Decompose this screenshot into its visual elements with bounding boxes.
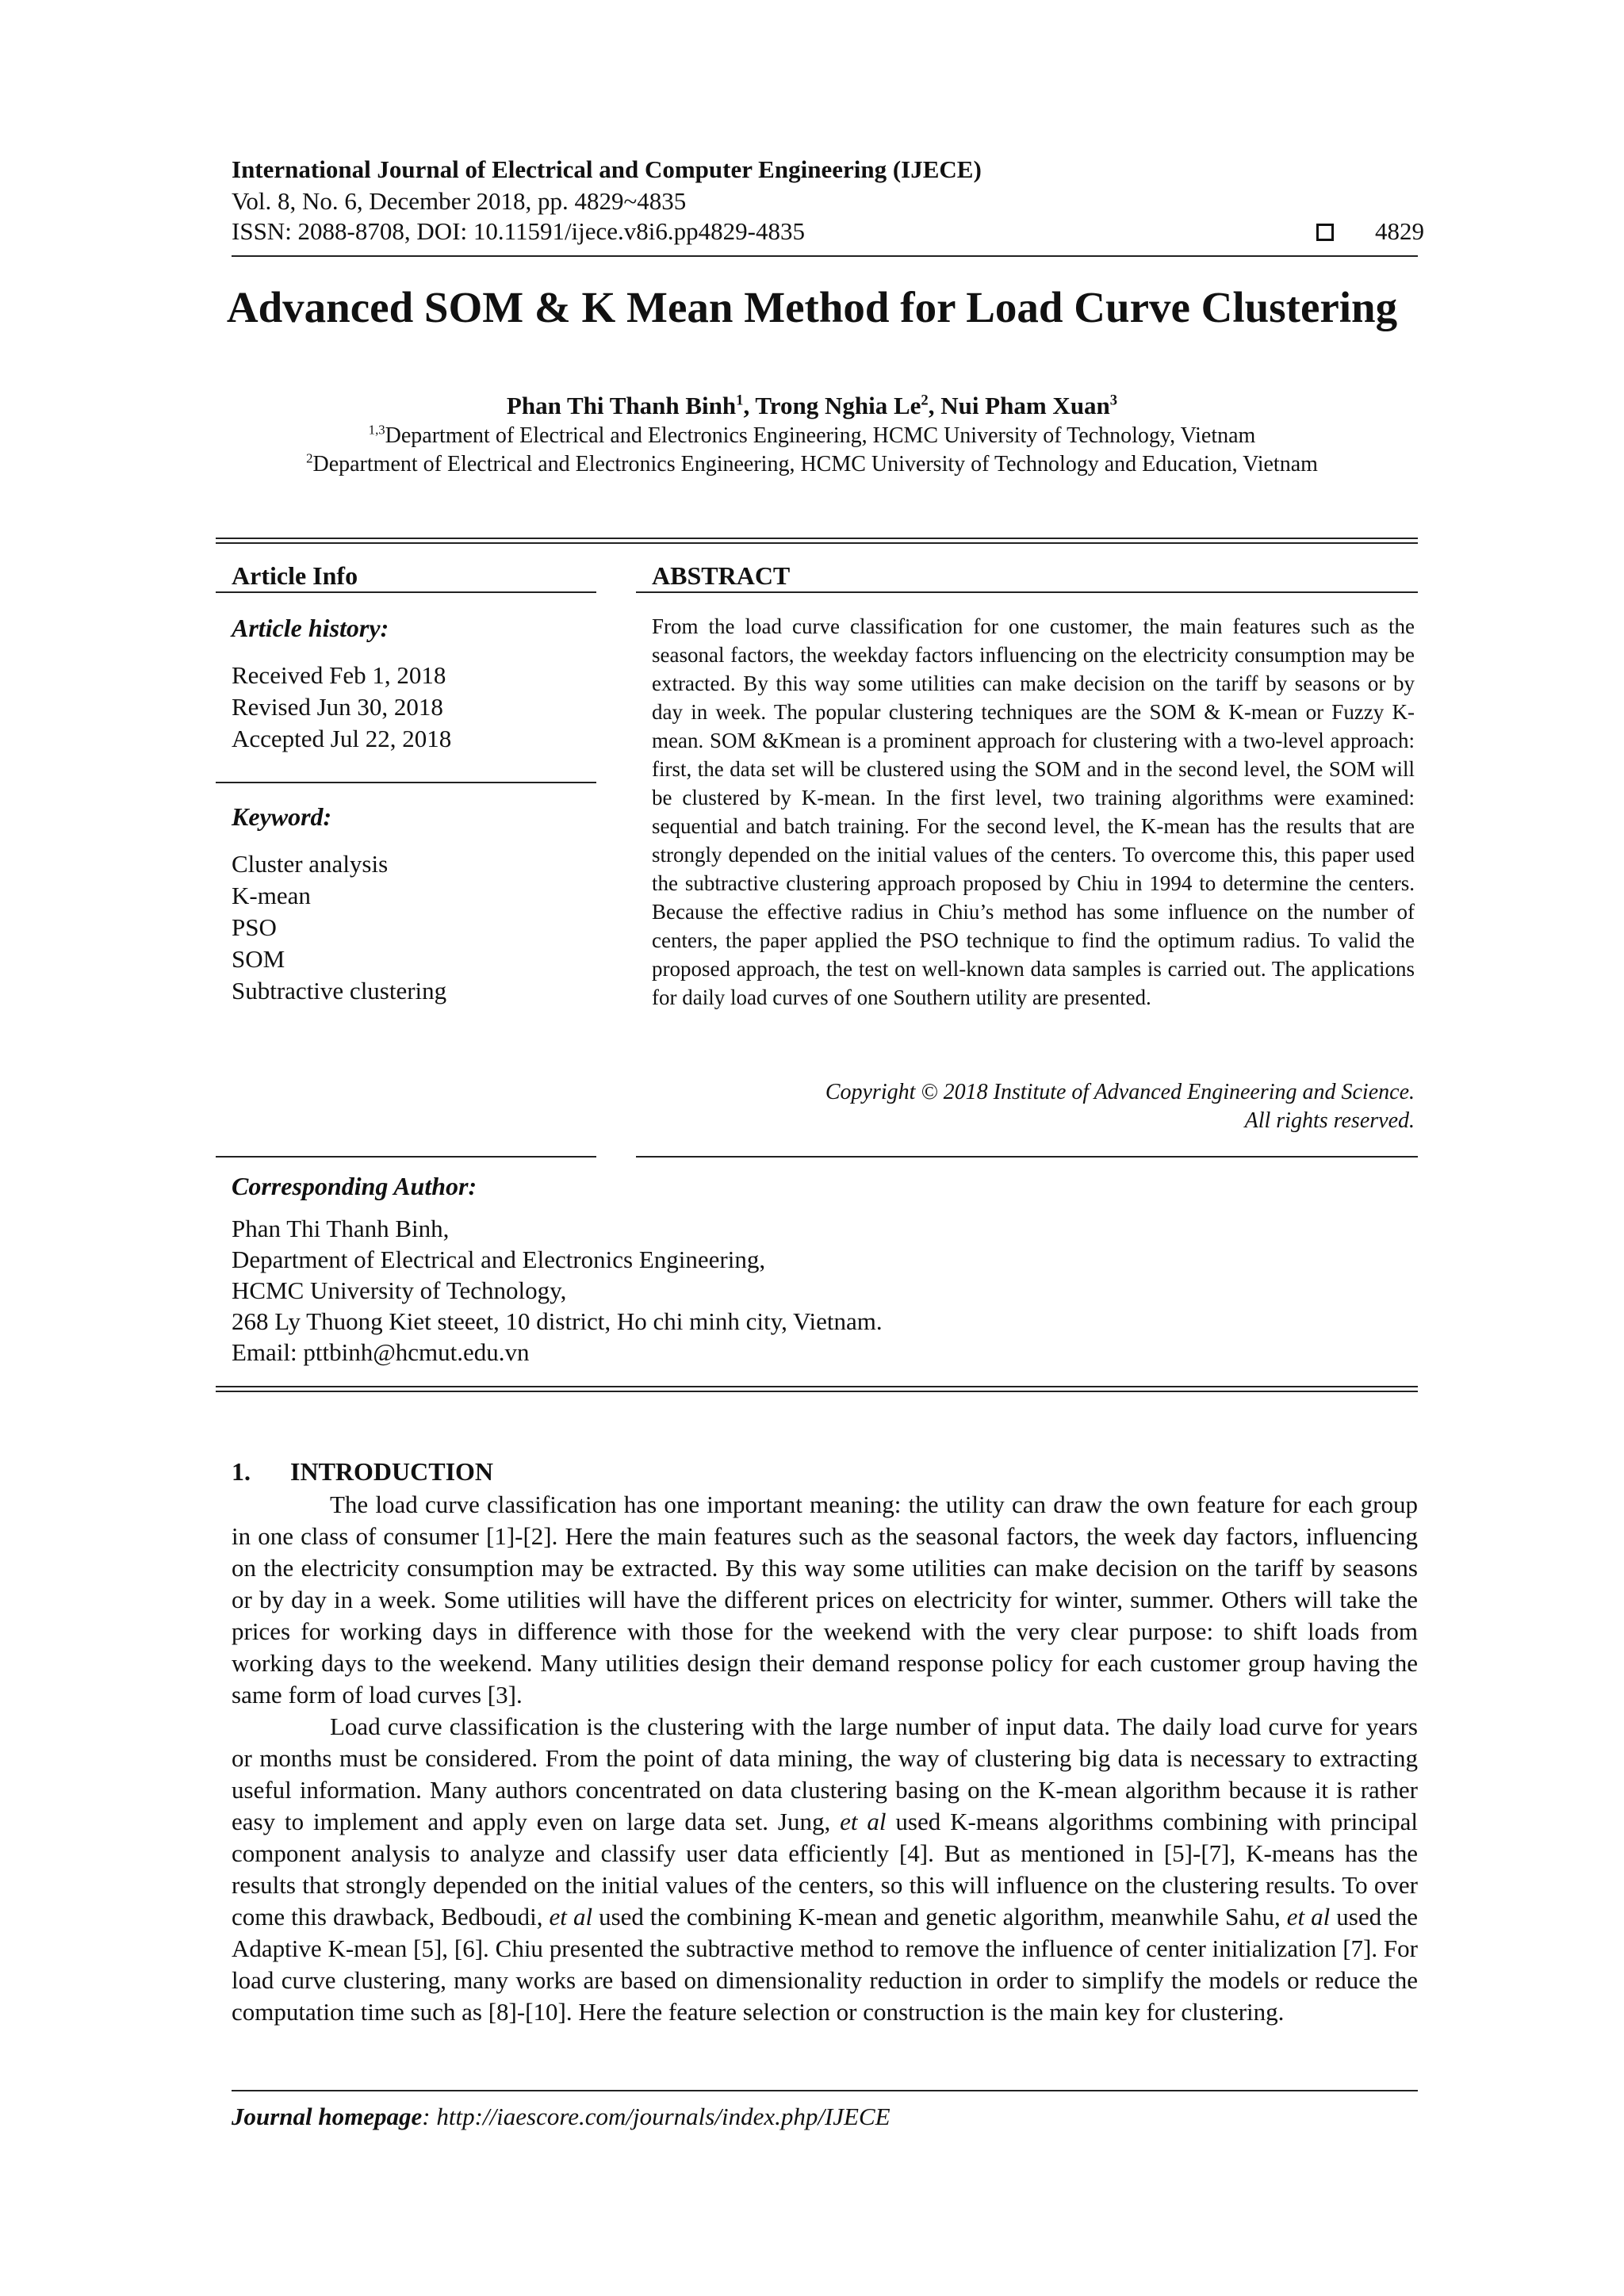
text-run: used K-means algorithms combining with principal component analysis to analyze and classify user data efficiently [4]. But as mentioned in [5]-[7], K-means has the results that strongly depended on the initial values of the centers, so this will influence on the clustering results. To over come this drawback, Bedboudi, (232, 1808, 1418, 1931)
keyword-item: PSO (232, 913, 277, 941)
history-item: Accepted Jul 22, 2018 (232, 725, 452, 752)
left-bottom-rule (216, 1156, 596, 1158)
author-sup: 3 (1109, 392, 1118, 409)
header-rule (232, 255, 1418, 257)
box-top-rule (216, 538, 1418, 539)
article-history-heading: Article history: (232, 614, 389, 642)
author-sup: 2 (921, 392, 929, 409)
keyword-item: Subtractive clustering (232, 977, 447, 1004)
section-title: INTRODUCTION (290, 1457, 494, 1486)
corresponding-heading: Corresponding Author: (232, 1172, 477, 1200)
et-al: et al (840, 1808, 887, 1835)
issn-doi: ISSN: 2088-8708, DOI: 10.11591/ijece.v8i6.pp4829-4835 (232, 217, 805, 245)
abstract-heading: ABSTRACT (652, 561, 791, 590)
rights-line: All rights reserved. (1244, 1108, 1415, 1133)
affiliation-sup: 2 (306, 450, 313, 466)
footer-rule (232, 2090, 1418, 2091)
corresponding-line: HCMC University of Technology, (232, 1276, 567, 1304)
paper-title: Advanced SOM & K Mean Method for Load Curve Clustering (226, 283, 1398, 331)
journal-homepage (232, 2103, 891, 2131)
corresponding-details (232, 1213, 883, 1368)
et-al: et al (1286, 1903, 1331, 1931)
corresponding-email: Email: pttbinh@hcmut.edu.vn (232, 1338, 530, 1366)
article-info-heading: Article Info (232, 561, 358, 590)
keyword-item: Cluster analysis (232, 850, 389, 878)
corresponding-line: Phan Thi Thanh Binh, (232, 1215, 450, 1242)
affiliation (0, 423, 1624, 449)
box-bottom-rule (216, 1391, 1418, 1392)
box-top-rule (216, 542, 1418, 544)
author-name: Phan Thi Thanh Binh (506, 392, 737, 419)
keyword-item: SOM (232, 945, 285, 973)
affiliation-text: Department of Electrical and Electronics Engineering, HCMC University of Technology and Education, Vietnam (312, 452, 1318, 476)
section-heading (232, 1457, 493, 1487)
abstract-rule (636, 591, 1418, 593)
copyright-line: Copyright © 2018 Institute of Advanced Engineering and Science. (825, 1080, 1415, 1104)
corresponding-line: Department of Electrical and Electronics Engineering, (232, 1246, 766, 1273)
keyword-heading: Keyword: (232, 802, 332, 831)
homepage-url[interactable]: : http://iaescore.com/journals/index.php/IJECE (422, 2103, 891, 2130)
author-name: Trong Nghia Le (755, 392, 921, 419)
journal-name: International Journal of Electrical and Computer Engineering (IJECE) (232, 155, 982, 183)
text-run: used the combining K-mean and genetic algorithm, meanwhile Sahu, (592, 1903, 1287, 1931)
volume-info: Vol. 8, No. 6, December 2018, pp. 4829~4835 (232, 187, 687, 215)
author-sup: 1 (736, 392, 744, 409)
text-run: Load curve classification is the clustering with the large number of input data. The daily load curve for years or months must be considered. From the point of data mining, the way of clustering big data is necessary to extracting useful information. Many authors concentrated on data clustering basing on the K-mean algorithm because it is rather easy to implement and apply even on large data set. Jung, (232, 1712, 1418, 1835)
history-item: Revised Jun 30, 2018 (232, 693, 443, 721)
homepage-label: Journal homepage (232, 2103, 423, 2130)
keyword-item: K-mean (232, 882, 311, 909)
paragraph: The load curve classification has one important meaning: the utility can draw the own feature for each group in one class of consumer [1]-[2]. Here the main features such as the seasonal factors, the week day factors, influencing on the electricity consumption may be extracted. By this way some utilities can make decision on the tariff by seasons or by day in a week. Some utilities will have the different prices on electricity for winter, summer. Others will take the prices for working days in difference with those for the weekend with the very clear purpose: to shift loads from working days to the weekend. Many utilities design their demand response policy for each customer group having the same form of load curves [3]. (232, 1490, 1418, 1709)
box-bottom-rule (216, 1386, 1418, 1387)
corresponding-line: 268 Ly Thuong Kiet steeet, 10 district, Ho chi minh city, Vietnam. (232, 1307, 883, 1335)
page-number: 4829 (1375, 217, 1424, 245)
keyword-list (232, 848, 446, 1007)
affiliation-sup: 1,3 (368, 422, 385, 438)
keyword-rule (216, 782, 596, 783)
introduction-body (232, 1489, 1418, 2028)
affiliation (0, 452, 1624, 477)
abstract-bottom-rule (636, 1156, 1418, 1158)
checkbox-icon (1316, 224, 1334, 241)
article-info-rule (216, 591, 596, 593)
abstract-text: From the load curve classification for one customer, the main features such as the seasonal factors, the weekday factors influencing on the electricity consumption may be extracted. By this way some utilities can make decision on the tariff by seasons or by day in week. The popular clustering techniques are the SOM & K-mean or Fuzzy K-mean. SOM &Kmean is a prominent approach for clustering with a two-level approach: first, the data set will be clustered using the SOM and in the second level, the SOM will be clustered by K-mean. In the first level, two training algorithms were examined: sequential and batch training. For the second level, the K-mean has the results that are strongly depended on the initial values of the centers. To overcome this, this paper used the subtractive clustering approach proposed by Chiu in 1994 to determine the centers. Because the effective radius in Chiu’s method has some influence on the number of centers, the paper applied the PSO technique to find the optimum radius. To valid the proposed approach, the test on well-known data samples is carried out. The applications for daily load curves of one Southern utility are presented. (652, 614, 1415, 1009)
author-list: Phan Thi Thanh Binh$^1$, Trong Nghia Le$^2$, Nui Pham Xuan$^3$ (506, 392, 1118, 419)
text-run: used the Adaptive K-mean [5], [6]. Chiu presented the subtractive method to remove the influence of center initialization [7]. For load curve clustering, many works are based on dimensionality reduction in order to simplify the models or reduce the computation time such as [8]-[10]. Here the feature selection or construction is the main key for clustering. (232, 1903, 1418, 2026)
affiliation-text: Department of Electrical and Electronics Engineering, HCMC University of Technology, Vietnam (385, 423, 1256, 448)
history-item: Received Feb 1, 2018 (232, 661, 446, 689)
article-history (232, 660, 451, 755)
et-al: et al (549, 1903, 593, 1931)
author-name: Nui Pham Xuan (940, 392, 1110, 419)
paragraph (232, 1711, 1418, 2028)
section-number: 1. (232, 1457, 251, 1486)
